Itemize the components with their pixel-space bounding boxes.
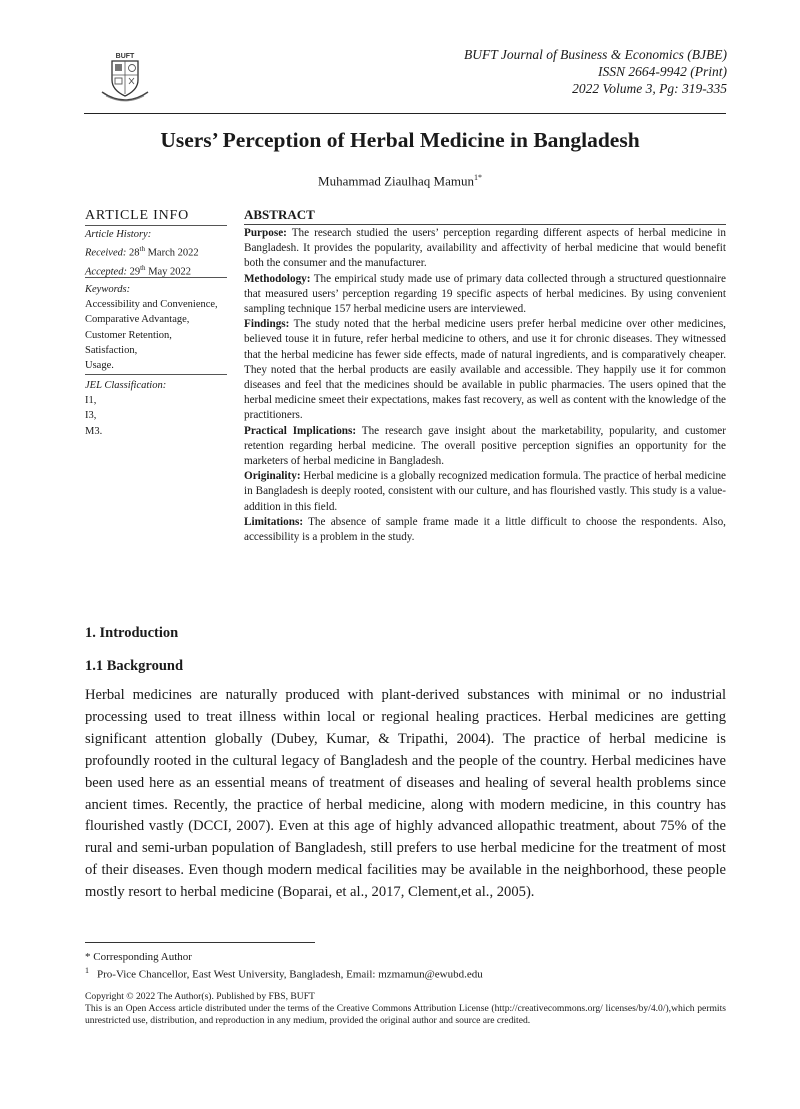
header-rule bbox=[84, 113, 726, 114]
accepted-date: Accepted: 29th May 2022 bbox=[85, 263, 192, 278]
body-paragraph: Herbal medicines are naturally produced with plant-derived substances with minimal or no industrial processing used to treat illness within local or regional healing practices. Herbal medicines are getting significant attention globally (Dubey, Kumar, & Tripathi, 2004). The practice of herbal medicine is profoundly rooted in the cultural legacy of Bangladesh and the people of the country. Herbal medicines have been used here as an essential means of treatment of diseases and healing of several health problems since ancient times. Recently, the practice of herbal medicine, along with modern medicine, in this country has flourished vastly (DCCI, 2007). Even at this age of highly advanced allopathic treatment, about 75% of the rural and semi-urban population of Bangladesh, still prefers to use herbal medicine for the treatment of most of their diseases. Even though modern medical facilities may be available in the neighborhood, these people mostly resort to herbal medicine (Boparai, et al., 2017, Clement,et al., 2005). bbox=[85, 687, 726, 901]
jel-block bbox=[85, 378, 230, 439]
received-date: Received: 28th March 2022 bbox=[85, 245, 199, 259]
footnote-rule bbox=[85, 942, 315, 943]
keyword: Customer Retention, bbox=[85, 329, 172, 341]
abstract-findings: Findings: The study noted that the herbal medicine users prefer herbal medicine over other medicines, believed touse it in future, refer herbal medicine to others, and use it for chronic diseases. They witnessed that the herbal medicine has fewer side effects, made of natural ingredients, and is comparatively cheaper. They noted that the herbal products are easily available and accessible. They happily use it for common diseases and feel that the medicines should be available in public pharmacies. The users opined that the herbal medicine smeet their expectations, makes fast recovery, as well as content with the knowledge of the practitioners. bbox=[244, 318, 726, 422]
subsection-heading: 1.1 Background bbox=[85, 658, 184, 674]
article-title: Users’ Perception of Herbal Medicine in Bangladesh bbox=[160, 128, 640, 152]
article-author bbox=[0, 173, 800, 189]
abstract-purpose: Purpose: The research studied the users’ perception regarding different aspects of herbal medicine in Bangladesh. It provides the popularity, availability and affectivity of herbal medicine that would benefit both the consumer and the manufacturer. bbox=[244, 227, 726, 270]
section-heading: 1. Introduction bbox=[85, 625, 179, 641]
journal-volume: 2022 Volume 3, Pg: 319-335 bbox=[572, 81, 727, 96]
buft-logo bbox=[96, 50, 154, 108]
copyright-notice bbox=[85, 991, 726, 1027]
logo-text: BUFT bbox=[115, 53, 135, 60]
abstract-rule bbox=[244, 224, 726, 225]
journal-issn: ISSN 2664-9942 (Print) bbox=[598, 64, 727, 79]
license-text: This is an Open Access article distributed under the terms of the Creative Commons Attribution License (http://creativecommons.org/ licenses/by/4.0/),which permits unrestricted use, distribution, and reproduction in any medium, provided the original author and source are credited. bbox=[85, 1003, 726, 1026]
abstract-methodology: Methodology: The empirical study made use of primary data collected through a structured questionnaire that measured users’ perception regarding 19 specific aspects of herbal medicines. By using convenient sampling technique 157 herbal medicine users are interviewed. bbox=[244, 272, 726, 316]
keyword: Satisfaction, bbox=[85, 344, 138, 356]
keyword: Accessibility and Convenience, bbox=[85, 299, 218, 311]
article-history bbox=[85, 227, 230, 280]
jel-code: I1, bbox=[85, 395, 97, 407]
abstract-heading: ABSTRACT bbox=[244, 207, 315, 222]
keywords-block bbox=[85, 282, 230, 373]
journal-header bbox=[464, 46, 727, 97]
abstract-body bbox=[244, 226, 726, 545]
keyword: Usage. bbox=[85, 360, 114, 372]
article-info-rule bbox=[85, 225, 227, 226]
jel-label: JEL Classification: bbox=[85, 380, 167, 391]
copyright-line: Copyright © 2022 The Author(s). Published by FBS, BUFT bbox=[85, 991, 315, 1002]
author-name: Muhammad Ziaulhaq Mamun bbox=[318, 173, 474, 189]
article-info-heading: ARTICLE INFO bbox=[85, 208, 190, 223]
jel-code: M3. bbox=[85, 425, 103, 437]
history-label: Article History: bbox=[85, 229, 152, 240]
abstract-originality: Originality: Herbal medicine is a globally recognized medication formula. The practice of herbal medicine in Bangladesh is deeply rooted, consistent with our culture, and has flourished vastly. This study is a value-addition in this field. bbox=[244, 470, 727, 513]
keywords-rule bbox=[85, 277, 227, 278]
author-sup: 1* bbox=[473, 173, 482, 182]
keyword: Comparative Advantage, bbox=[85, 314, 190, 326]
jel-rule bbox=[85, 374, 227, 375]
journal-name: BUFT Journal of Business & Economics (BJBE) bbox=[464, 47, 727, 62]
abstract-limitations: Limitations: The absence of sample frame made it a little difficult to choose the respondents. Also, accessibility is a problem in the study. bbox=[244, 515, 726, 544]
keywords-label: Keywords: bbox=[85, 284, 131, 295]
jel-code: I3, bbox=[85, 410, 97, 422]
footnote-corresponding: * Corresponding Author bbox=[85, 951, 192, 963]
footnote-affiliation: $^1$ Pro-Vice Chancellor, East West University, Bangladesh, Email: mzmamun@ewubd.edu bbox=[85, 966, 483, 981]
abstract-implications: Practical Implications: The research gave insight about the marketability, popularity, and customer retention regarding herbal medicine. The overall positive perception signifies an opportunity for the marketers of herbal medicine in Bangladesh. bbox=[244, 424, 726, 468]
